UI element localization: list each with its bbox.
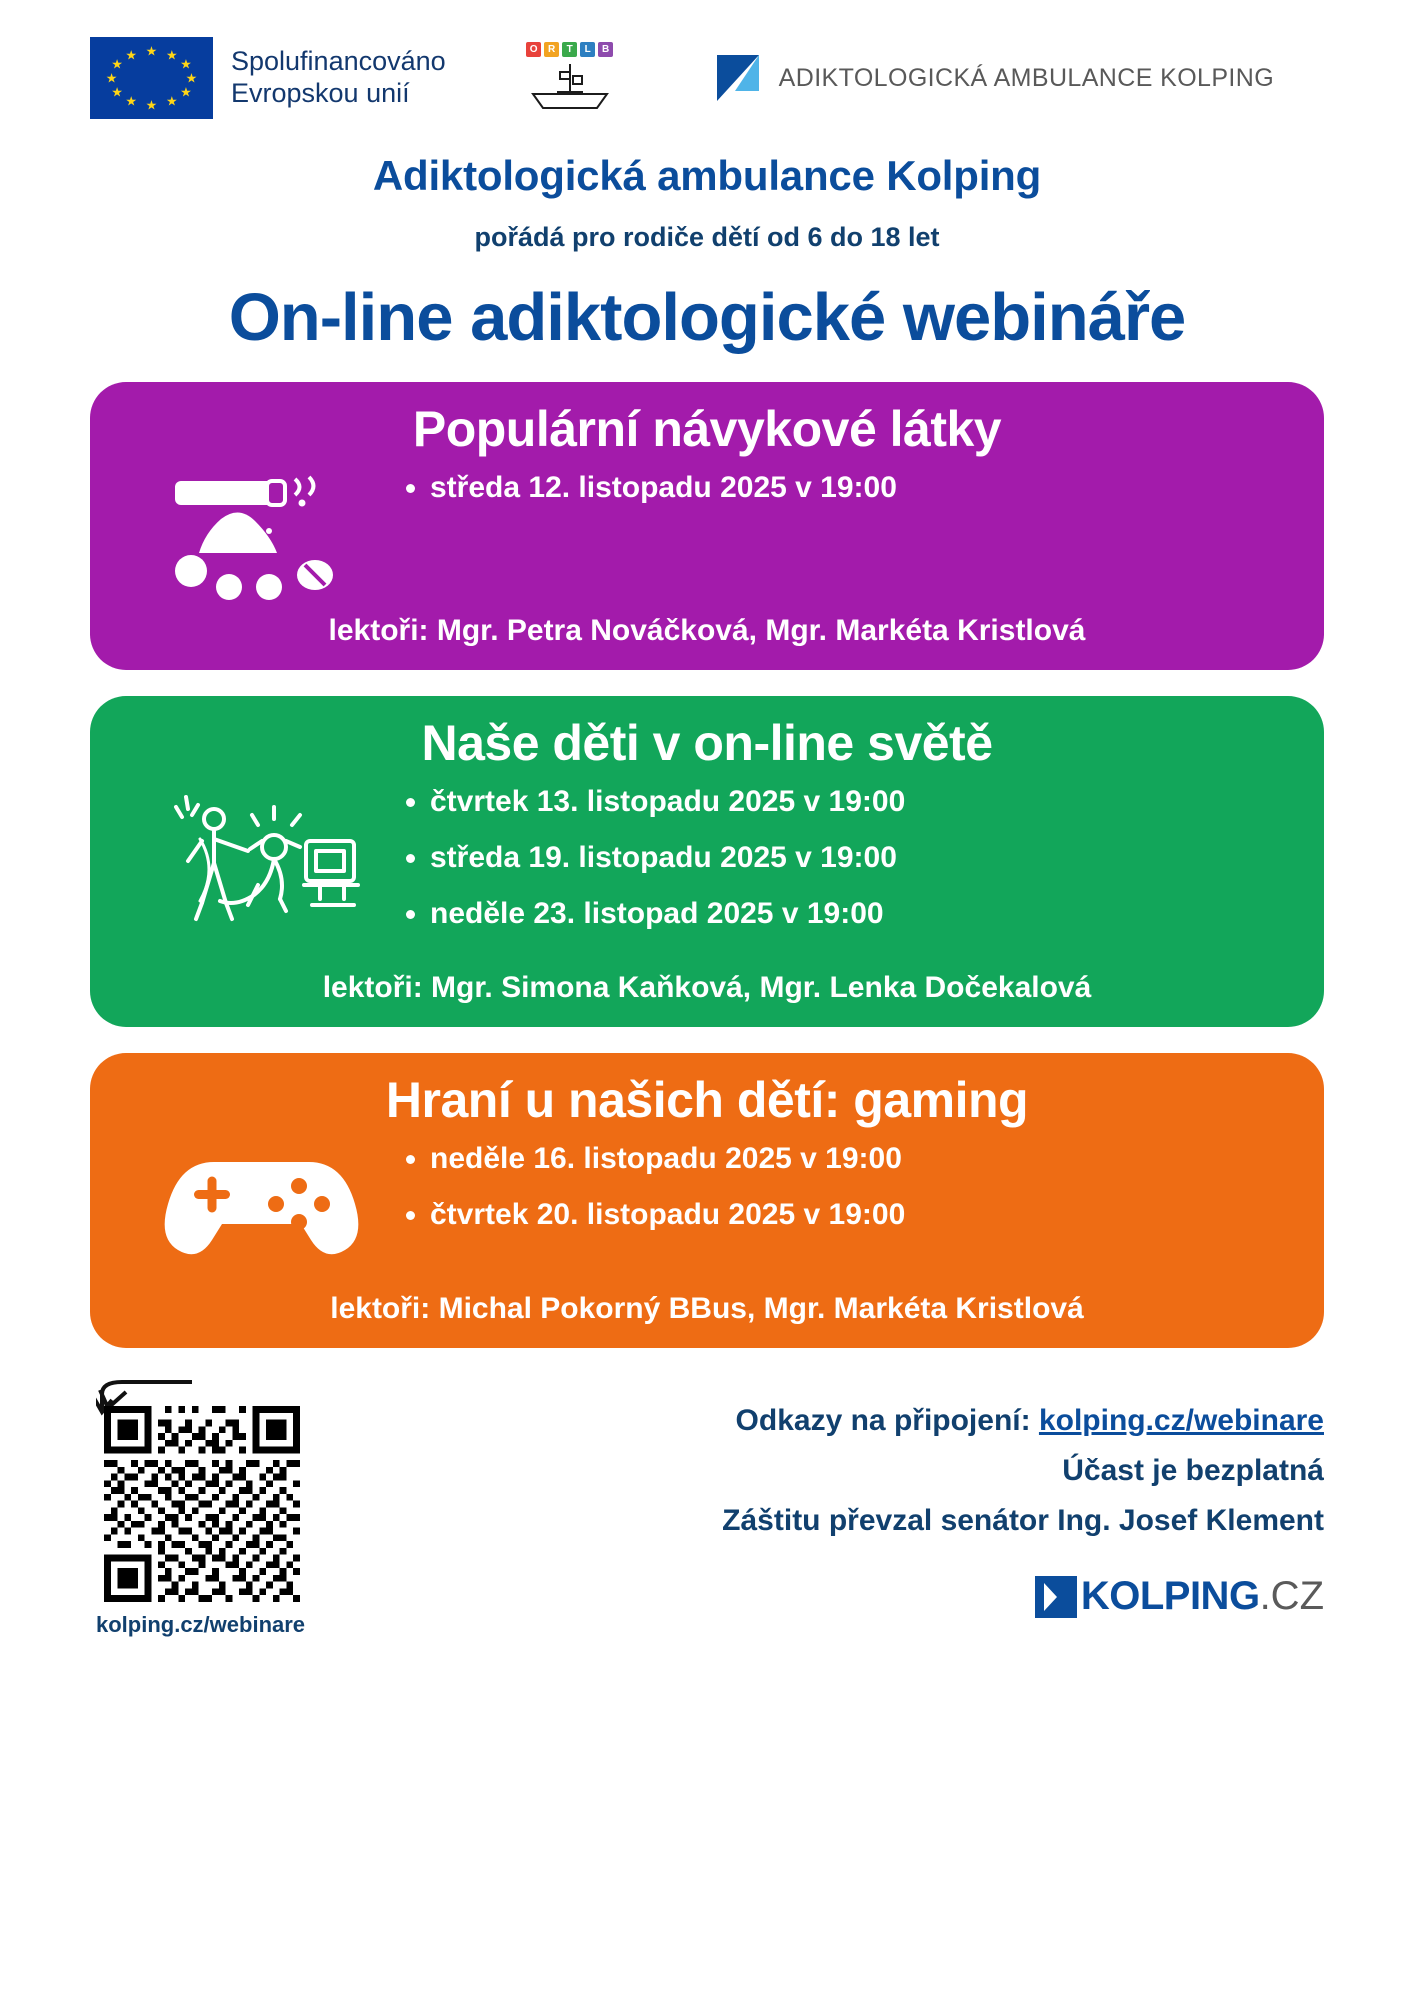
kolping-tld: .CZ bbox=[1259, 1574, 1324, 1618]
patronage-note: Záštitu převzal senátor Ing. Josef Klement bbox=[722, 1504, 1324, 1537]
footer-info bbox=[355, 1376, 1324, 1619]
date-item: • neděle 16. listopadu 2025 v 19:00 bbox=[430, 1144, 1288, 1174]
aak-logo bbox=[711, 51, 1274, 105]
eu-funding-line1: Spolufinancováno bbox=[231, 46, 446, 77]
card-lecturers: lektoři: Mgr. Petra Nováčková, Mgr. Markéta Kristlová bbox=[328, 614, 1086, 647]
card-title: Naše děti v on-line světě bbox=[421, 715, 993, 771]
webinar-card-substances bbox=[90, 382, 1324, 670]
poster-subtitle: pořádá pro rodiče dětí od 6 do 18 let bbox=[474, 222, 940, 252]
connection-links-line bbox=[355, 1404, 1324, 1438]
connection-links-label: Odkazy na připojení: bbox=[735, 1404, 1039, 1437]
aak-label: ADIKTOLOGICKÁ AMBULANCE KOLPING bbox=[778, 63, 1275, 92]
card-title: Hraní u našich dětí: gaming bbox=[385, 1072, 1029, 1128]
eu-logo bbox=[90, 37, 446, 119]
free-participation-note: Účast je bezplatná bbox=[1062, 1454, 1324, 1487]
qr-code-icon[interactable] bbox=[104, 1406, 300, 1602]
webinar-card-gaming bbox=[90, 1053, 1324, 1348]
date-item: • neděle 23. listopad 2025 v 19:00 bbox=[430, 899, 1288, 929]
footer bbox=[90, 1376, 1324, 1638]
card-dates bbox=[396, 781, 1288, 955]
eu-funding-text bbox=[231, 46, 446, 110]
card-lecturers: lektoři: Michal Pokorný BBus, Mgr. Markéta Kristlová bbox=[330, 1292, 1084, 1325]
cigarette-and-pills-icon bbox=[126, 467, 396, 610]
webinar-card-online-world bbox=[90, 696, 1324, 1027]
eu-flag-icon: ★ ★ ★ ★ ★ ★ ★ ★ ★ ★ ★ ★ bbox=[90, 37, 213, 119]
card-title: Populární návykové látky bbox=[412, 401, 1002, 457]
card-lecturers: lektoři: Mgr. Simona Kaňková, Mgr. Lenka Dočekalová bbox=[322, 971, 1092, 1004]
kolping-boat-icon: O R T L B bbox=[521, 42, 619, 114]
date-item: • čtvrtek 20. listopadu 2025 v 19:00 bbox=[430, 1200, 1288, 1230]
org-title: Adiktologická ambulance Kolping bbox=[372, 152, 1042, 199]
date-item: • čtvrtek 13. listopadu 2025 v 19:00 bbox=[430, 787, 1288, 817]
page-title: On-line adiktologické webináře bbox=[228, 280, 1186, 355]
date-item: • středa 12. listopadu 2025 v 19:00 bbox=[430, 473, 1288, 503]
aak-triangle-icon bbox=[711, 51, 765, 105]
card-dates bbox=[396, 467, 1288, 529]
kolping-wordmark: KOLPING bbox=[1080, 1574, 1260, 1618]
gamepad-icon bbox=[126, 1138, 396, 1266]
qr-block bbox=[90, 1376, 355, 1638]
logo-row bbox=[90, 0, 1324, 113]
webinar-link[interactable]: kolping.cz/webinare bbox=[1038, 1404, 1324, 1437]
qr-caption: kolping.cz/webinare bbox=[96, 1612, 306, 1637]
parent-pulling-child-from-computer-icon bbox=[126, 781, 396, 939]
date-item: • středa 19. listopadu 2025 v 19:00 bbox=[430, 843, 1288, 873]
kolping-k-icon bbox=[1035, 1576, 1077, 1618]
eu-funding-line2: Evropskou unií bbox=[231, 78, 410, 108]
kolping-cz-logo[interactable] bbox=[355, 1574, 1324, 1619]
card-dates bbox=[396, 1138, 1288, 1256]
